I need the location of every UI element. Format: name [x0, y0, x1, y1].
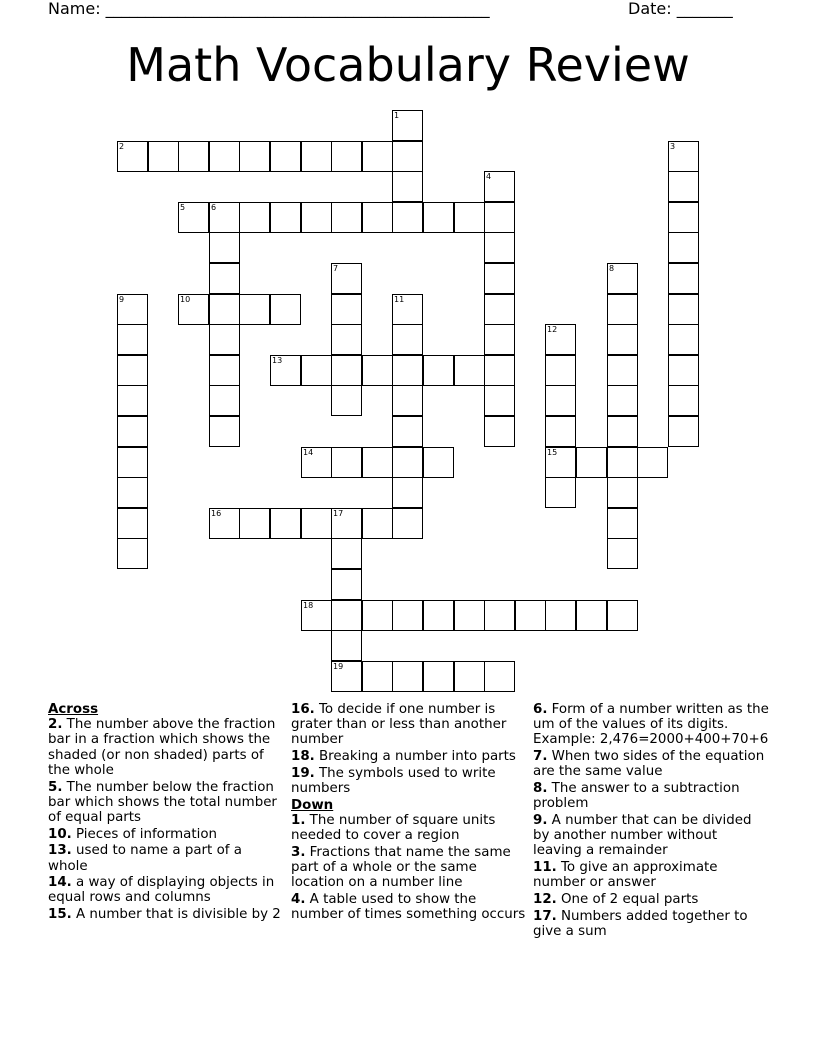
- crossword-cell[interactable]: [209, 202, 240, 233]
- crossword-cell[interactable]: [362, 508, 393, 539]
- crossword-cell[interactable]: [668, 263, 699, 294]
- crossword-cell[interactable]: [301, 447, 332, 478]
- crossword-cell[interactable]: [117, 447, 148, 478]
- crossword-cell[interactable]: [362, 355, 393, 386]
- crossword-cell[interactable]: [515, 600, 546, 631]
- crossword-cell[interactable]: [484, 416, 515, 447]
- crossword-cell[interactable]: [607, 538, 638, 569]
- clue-across-10: 10. Pieces of information: [48, 826, 218, 842]
- crossword-cell[interactable]: [545, 416, 576, 447]
- crossword-cell[interactable]: [301, 355, 332, 386]
- clue-number: 10: [180, 295, 191, 304]
- clue-column-1: [48, 702, 284, 924]
- crossword-cell[interactable]: [423, 661, 454, 692]
- crossword-cell[interactable]: [576, 600, 607, 631]
- crossword-cell[interactable]: [239, 294, 270, 325]
- crossword-cell[interactable]: [331, 324, 362, 355]
- crossword-cell[interactable]: [331, 600, 362, 631]
- clue-across-2: 2. The number above the fraction bar in a fraction which shows the shaded (or non shaded) parts of the whole: [48, 717, 276, 778]
- crossword-cell[interactable]: [209, 141, 240, 172]
- clue-number: 8: [609, 264, 615, 273]
- crossword-cell[interactable]: [331, 508, 362, 539]
- crossword-cell[interactable]: [392, 477, 423, 508]
- crossword-cell[interactable]: [392, 661, 423, 692]
- clue-number: 3: [670, 142, 676, 151]
- clue-number: 17: [333, 509, 344, 518]
- crossword-cell[interactable]: [209, 416, 240, 447]
- crossword-cell[interactable]: [178, 202, 209, 233]
- crossword-cell[interactable]: [668, 416, 699, 447]
- crossword-cell[interactable]: [209, 508, 240, 539]
- crossword-cell[interactable]: [392, 447, 423, 478]
- clue-across-5: 5. The number below the fraction bar which shows the total number of equal parts: [48, 779, 277, 825]
- crossword-cell[interactable]: [209, 263, 240, 294]
- crossword-cell[interactable]: [392, 110, 423, 141]
- clue-down-11: 11. To give an approximate number or answer: [533, 860, 718, 891]
- crossword-cell[interactable]: [423, 355, 454, 386]
- clue-number: 4: [486, 172, 492, 181]
- crossword-cell[interactable]: [607, 385, 638, 416]
- crossword-cell[interactable]: [362, 202, 393, 233]
- clue-down-9: 9. A number that can be divided by another number without leaving a remainder: [533, 812, 752, 859]
- clue-across-14: 14. a way of displaying objects in equal rows and columns: [48, 875, 275, 906]
- clue-number: 12: [547, 325, 558, 334]
- clue-number: 14: [303, 448, 314, 457]
- across-heading: Across: [48, 702, 99, 717]
- clue-down-7: 7. When two sides of the equation are the same value: [533, 749, 765, 780]
- crossword-cell[interactable]: [239, 202, 270, 233]
- crossword-cell[interactable]: [545, 385, 576, 416]
- clue-number: 13: [272, 356, 283, 365]
- crossword-cell[interactable]: [209, 324, 240, 355]
- crossword-cell[interactable]: [117, 294, 148, 325]
- crossword-cell[interactable]: [331, 294, 362, 325]
- crossword-cell[interactable]: [392, 508, 423, 539]
- clue-number: 5: [180, 203, 186, 212]
- crossword-cell[interactable]: [392, 141, 423, 172]
- crossword-cell[interactable]: [637, 447, 668, 478]
- crossword-cell[interactable]: [423, 202, 454, 233]
- clue-number: 16: [211, 509, 222, 518]
- crossword-cell[interactable]: [117, 477, 148, 508]
- crossword-cell[interactable]: [331, 141, 362, 172]
- crossword-cell[interactable]: [362, 661, 393, 692]
- crossword-cell[interactable]: [607, 508, 638, 539]
- clue-column-2: [291, 702, 527, 924]
- clue-down-12: 12. One of 2 equal parts: [533, 891, 699, 907]
- crossword-cell[interactable]: [117, 416, 148, 447]
- crossword-cell[interactable]: [270, 294, 301, 325]
- crossword-cell[interactable]: [209, 385, 240, 416]
- crossword-cell[interactable]: [607, 324, 638, 355]
- crossword-cell[interactable]: [545, 355, 576, 386]
- crossword-cell[interactable]: [454, 661, 485, 692]
- crossword-cell[interactable]: [301, 202, 332, 233]
- down-heading: Down: [291, 797, 334, 813]
- clue-down-6: 6. Form of a number written as the um of the values of its digits. Example: 2,476=2000+400+70+6: [533, 702, 769, 748]
- date-field-label: Date: _______: [628, 0, 733, 18]
- clue-number: 18: [303, 601, 314, 610]
- crossword-cell[interactable]: [668, 141, 699, 172]
- crossword-cell[interactable]: [117, 324, 148, 355]
- crossword-cell[interactable]: [239, 141, 270, 172]
- crossword-cell[interactable]: [454, 202, 485, 233]
- crossword-cell[interactable]: [423, 600, 454, 631]
- crossword-cell[interactable]: [209, 294, 240, 325]
- clue-number: 1: [394, 111, 400, 120]
- crossword-cell[interactable]: [392, 171, 423, 202]
- crossword-cell[interactable]: [607, 355, 638, 386]
- crossword-cell[interactable]: [117, 385, 148, 416]
- crossword-cell[interactable]: [117, 508, 148, 539]
- crossword-cell[interactable]: [484, 232, 515, 263]
- crossword-cell[interactable]: [331, 661, 362, 692]
- crossword-cell[interactable]: [484, 324, 515, 355]
- crossword-cell[interactable]: [148, 141, 179, 172]
- crossword-cell[interactable]: [545, 324, 576, 355]
- crossword-cell[interactable]: [607, 477, 638, 508]
- clue-across-19: 19. The symbols used to write numbers: [291, 765, 496, 797]
- crossword-cell[interactable]: [392, 355, 423, 386]
- crossword-cell[interactable]: [484, 171, 515, 202]
- crossword-cell[interactable]: [270, 355, 301, 386]
- crossword-cell[interactable]: [362, 600, 393, 631]
- clue-down-8: 8. The answer to a subtraction problem: [533, 781, 740, 812]
- crossword-cell[interactable]: [209, 355, 240, 386]
- crossword-cell[interactable]: [545, 477, 576, 508]
- clue-number: 11: [394, 295, 405, 304]
- crossword-cell[interactable]: [668, 202, 699, 233]
- clue-number: 7: [333, 264, 339, 273]
- name-field-label: Name: ________________________________________________: [48, 0, 490, 18]
- clue-across-16: 16. To decide if one number is grater than or less than another number: [291, 702, 507, 748]
- clue-down-4: 4. A table used to show the number of times something occurs: [291, 891, 526, 923]
- crossword-cell[interactable]: [668, 324, 699, 355]
- crossword-cell[interactable]: [607, 600, 638, 631]
- crossword-cell[interactable]: [392, 202, 423, 233]
- crossword-cell[interactable]: [331, 263, 362, 294]
- clue-number: 15: [547, 448, 558, 457]
- crossword-cell[interactable]: [331, 447, 362, 478]
- crossword-cell[interactable]: [454, 600, 485, 631]
- crossword-cell[interactable]: [270, 202, 301, 233]
- crossword-cell[interactable]: [607, 447, 638, 478]
- crossword-cell[interactable]: [668, 294, 699, 325]
- clue-number: 9: [119, 295, 125, 304]
- crossword-cell[interactable]: [668, 171, 699, 202]
- crossword-cell[interactable]: [270, 508, 301, 539]
- crossword-cell[interactable]: [331, 202, 362, 233]
- crossword-cell[interactable]: [392, 385, 423, 416]
- crossword-cell[interactable]: [668, 385, 699, 416]
- crossword-cell[interactable]: [331, 355, 362, 386]
- crossword-cell[interactable]: [392, 324, 423, 355]
- crossword-cell[interactable]: [607, 416, 638, 447]
- crossword-cell[interactable]: [668, 232, 699, 263]
- crossword-cell[interactable]: [392, 416, 423, 447]
- clue-across-18: 18. Breaking a number into parts: [291, 749, 516, 765]
- clue-across-13: 13. used to name a part of a whole: [48, 843, 242, 874]
- crossword-cell[interactable]: [484, 385, 515, 416]
- crossword-cell[interactable]: [301, 600, 332, 631]
- crossword-cell[interactable]: [392, 600, 423, 631]
- clue-down-17: 17. Numbers added together to give a sum: [533, 908, 748, 939]
- crossword-cell[interactable]: [484, 202, 515, 233]
- clue-number: 19: [333, 662, 344, 671]
- clue-across-15: 15. A number that is divisible by 2: [48, 907, 281, 923]
- crossword-cell[interactable]: [178, 294, 209, 325]
- crossword-cell[interactable]: [484, 355, 515, 386]
- crossword-cell[interactable]: [484, 294, 515, 325]
- crossword-cell[interactable]: [117, 538, 148, 569]
- clue-down-3: 3. Fractions that name the same part of a whole or the same location on a number line: [291, 844, 511, 891]
- crossword-cell[interactable]: [239, 508, 270, 539]
- crossword-cell[interactable]: [362, 141, 393, 172]
- crossword-cell[interactable]: [545, 447, 576, 478]
- crossword-cell[interactable]: [117, 355, 148, 386]
- crossword-cell[interactable]: [117, 141, 148, 172]
- crossword-cell[interactable]: [484, 661, 515, 692]
- crossword-cell[interactable]: [484, 263, 515, 294]
- crossword-cell[interactable]: [545, 600, 576, 631]
- crossword-cell[interactable]: [331, 385, 362, 416]
- crossword-cell[interactable]: [392, 294, 423, 325]
- crossword-cell[interactable]: [607, 294, 638, 325]
- crossword-cell[interactable]: [301, 508, 332, 539]
- crossword-cell[interactable]: [454, 355, 485, 386]
- crossword-cell[interactable]: [270, 141, 301, 172]
- crossword-cell[interactable]: [668, 355, 699, 386]
- clue-number: 6: [211, 203, 217, 212]
- crossword-cell[interactable]: [331, 569, 362, 600]
- clue-down-1: 1. The number of square units needed to cover a region: [291, 812, 496, 844]
- crossword-cell[interactable]: [209, 232, 240, 263]
- crossword-cell[interactable]: [178, 141, 209, 172]
- crossword-cell[interactable]: [362, 447, 393, 478]
- crossword-cell[interactable]: [331, 538, 362, 569]
- page-title: Math Vocabulary Review: [126, 38, 690, 92]
- clue-number: 2: [119, 142, 125, 151]
- crossword-cell[interactable]: [607, 263, 638, 294]
- crossword-cell[interactable]: [331, 630, 362, 661]
- crossword-cell[interactable]: [423, 447, 454, 478]
- clue-column-3: [533, 702, 769, 941]
- crossword-cell[interactable]: [301, 141, 332, 172]
- crossword-cell[interactable]: [576, 447, 607, 478]
- crossword-cell[interactable]: [484, 600, 515, 631]
